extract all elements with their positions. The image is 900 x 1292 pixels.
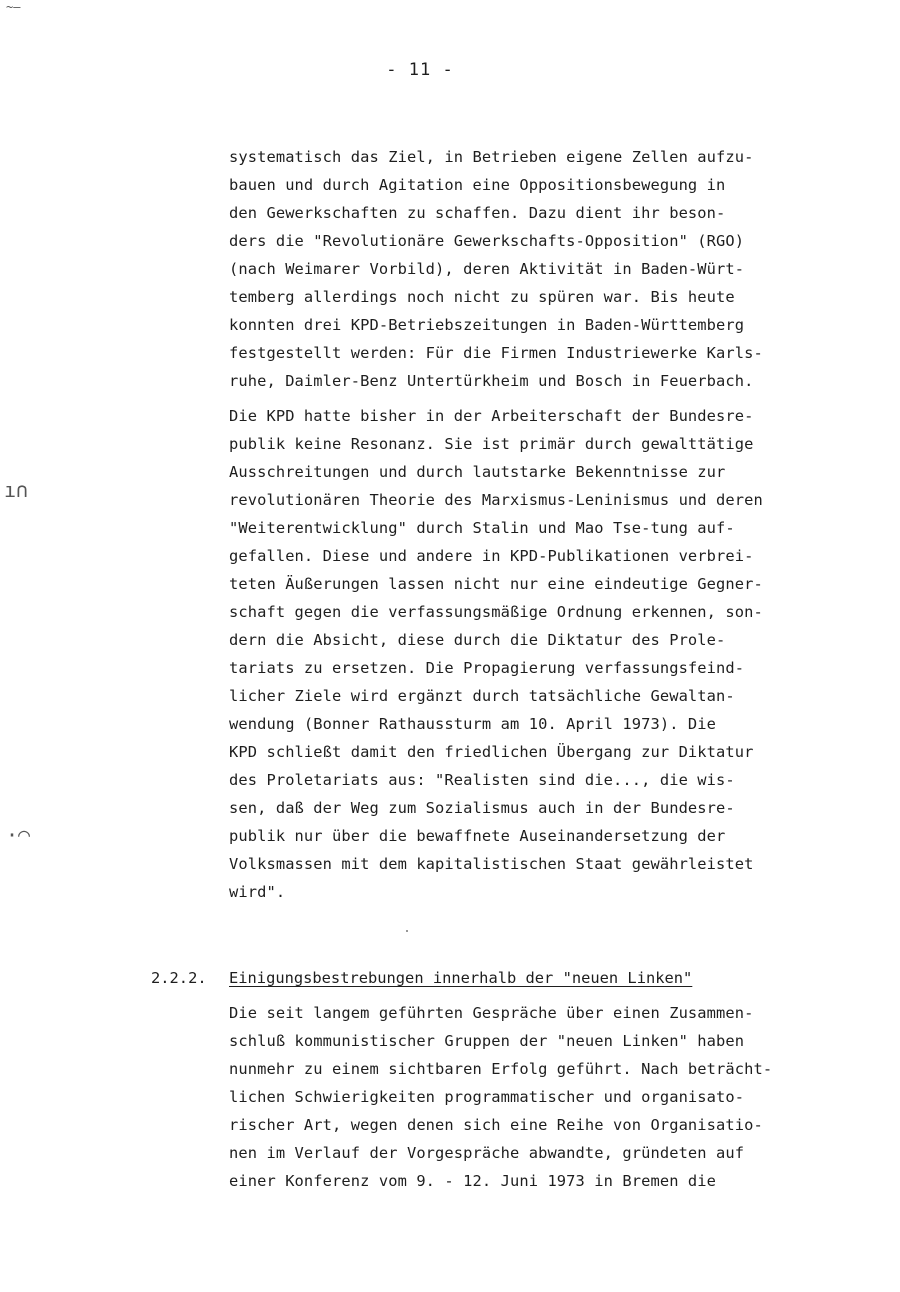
scan-artifact-top-left: ~— [6, 0, 21, 14]
section-number: 2.2.2. [151, 969, 207, 987]
body-paragraph: Die KPD hatte bisher in der Arbeiterschaft der Bundesre- publik keine Resonanz. Sie ist primär durch gewalttätige Ausschreitungen und durch lautstarke Bekenntnisse zur revolutionären Theorie des Marxismus-Leninismus und deren "Weiterentwicklung" durch Stalin und Mao Tse-tung auf- gefallen. Diese und andere in KPD-Publikationen verbrei- teten Äußerungen lassen nicht nur eine eindeutige Gegner- schaft gegen die verfassungsmäßige Ordnung erkennen, son- dern die Absicht, diese durch die Diktatur des Prole- tariats zu ersetzen. Die Propagierung verfassungsfeind- licher Ziele wird ergänzt durch tatsächliche Gewaltan- wendung (Bonner Rathaussturm am 10. April 1973). Die KPD schließt damit den friedlichen Übergang zur Diktatur des Proletariats aus: "Realisten sind die..., die wis- sen, daß der Weg zum Sozialismus auch in der Bundesre- publik nur über die bewaffnete Auseinandersetzung der Volksmassen mit dem kapitalistischen Staat gewährleistet wird". [229, 407, 763, 901]
section-heading: Einigungsbestrebungen innerhalb der "neuen Linken" [229, 969, 693, 987]
body-paragraph: systematisch das Ziel, in Betrieben eigene Zellen aufzu- bauen und durch Agitation eine Oppositionsbewegung in den Gewerkschaften zu schaffen. Dazu dient ihr beson- ders die "Revolutionäre Gewerkschafts-Opposition" (RGO) (nach Weimarer Vorbild), deren Aktivität in Baden-Würt- temberg allerdings noch nicht zu spüren war. Bis heute konnten drei KPD-Betriebszeitungen in Baden-Württemberg festgestellt werden: Für die Firmen Industriewerke Karls- ruhe, Daimler-Benz Untertürkheim und Bosch in Feuerbach. [229, 148, 763, 390]
margin-mark: ·◠ [6, 823, 31, 847]
scan-dot [406, 930, 408, 932]
margin-mark: ı∩ [4, 478, 29, 502]
page-number: - 11 - [386, 60, 454, 80]
body-paragraph: Die seit langem geführten Gespräche über einen Zusammen- schluß kommunistischer Gruppen der "neuen Linken" haben nunmehr zu einem sichtbaren Erfolg geführt. Nach beträcht- lichen Schwierigkeiten programmatischer und organisato- rischer Art, wegen denen sich eine Reihe von Organisatio- nen im Verlauf der Vorgespräche abwandte, gründeten auf einer Konferenz vom 9. - 12. Juni 1973 in Bremen die [229, 1004, 773, 1190]
